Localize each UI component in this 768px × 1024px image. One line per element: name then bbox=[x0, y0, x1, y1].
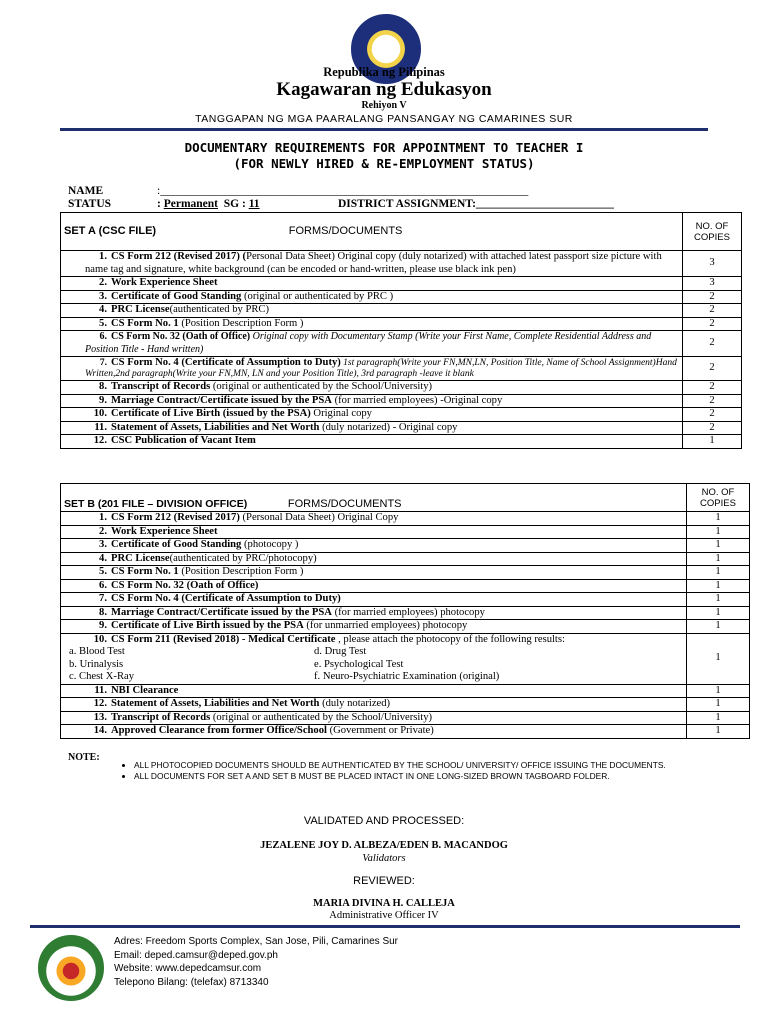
copies-count: 3 bbox=[683, 277, 742, 291]
notes-list bbox=[120, 760, 709, 781]
table-row: 12. CSC Publication of Vacant Item 1 bbox=[61, 435, 742, 449]
copies-header: NO. OF COPIES bbox=[683, 213, 742, 251]
table-row: 4. PRC License(authenticated by PRC) 2 bbox=[61, 304, 742, 318]
set-b-title: SET B (201 FILE – DIVISION OFFICE) bbox=[64, 497, 248, 510]
table-row: 8. Transcript of Records (original or authenticated by the School/University) 2 bbox=[61, 381, 742, 395]
table-row: 13. Transcript of Records (original or authenticated by the School/University) 1 bbox=[61, 711, 750, 725]
table-row: 7. CS Form No. 4 (Certificate of Assumption to Duty) 1st paragraph(Write your FN,MN,LN, Position Title, Name of School Assignment)Hand Written,2nd paragraph(Write your FN,MN, LN and your Position Title), 3rd paragraph -leave it blank 2 bbox=[61, 357, 742, 381]
doc-title-line1: DOCUMENTARY REQUIREMENTS FOR APPOINTMENT TO TEACHER I bbox=[184, 140, 584, 155]
reviewer-name: MARIA DIVINA H. CALLEJA bbox=[313, 898, 455, 909]
copies-count: 2 bbox=[683, 317, 742, 331]
copies-count: 2 bbox=[683, 408, 742, 422]
medical-results-list bbox=[69, 646, 683, 684]
set-b-header bbox=[61, 484, 687, 512]
copies-count: 1 bbox=[687, 593, 750, 607]
table-row: 3. Certificate of Good Standing (photocopy ) 1 bbox=[61, 539, 750, 553]
table-row: 10. Certificate of Live Birth (issued by the PSA) Original copy 2 bbox=[61, 408, 742, 422]
copies-count: 2 bbox=[683, 290, 742, 304]
footer-contact bbox=[114, 935, 398, 989]
list-item: e. Psychological Test bbox=[314, 658, 404, 670]
list-item: f. Neuro-Psychiatric Examination (original) bbox=[314, 671, 500, 682]
table-row: 1. CS Form 212 (Revised 2017) (Personal Data Sheet) Original copy (duly notarized) with attached latest passport size picture with name tag and signature, white background (can be encoded or hand-written, please use black ink pen) 3 bbox=[61, 251, 742, 277]
copies-count: 1 bbox=[687, 525, 750, 539]
copies-count: 2 bbox=[683, 394, 742, 408]
copies-count: 2 bbox=[683, 421, 742, 435]
footer-divider bbox=[30, 925, 740, 928]
table-row: 7. CS Form No. 4 (Certificate of Assumption to Duty) 1 bbox=[61, 593, 750, 607]
validated-label: VALIDATED AND PROCESSED: bbox=[303, 815, 465, 827]
status-label: STATUS bbox=[68, 198, 112, 210]
table-row: 9. Certificate of Live Birth issued by the PSA (for unmarried employees) photocopy 1 bbox=[61, 620, 750, 634]
region-label: Rehiyon V bbox=[361, 100, 407, 111]
status-value: Permanent bbox=[163, 198, 219, 210]
copies-count: 2 bbox=[683, 304, 742, 318]
table-row: 6. CS Form No. 32 (Oath of Office) Original copy with Documentary Stamp (Write your First Name, Complete Residential Address and Position Title - Hand written) 2 bbox=[61, 331, 742, 357]
copies-count: 3 bbox=[683, 251, 742, 277]
footer-website: Website: www.depedcamsur.com bbox=[114, 963, 262, 974]
department-name: Kagawaran ng Edukasyon bbox=[276, 79, 492, 100]
copies-count: 1 bbox=[683, 435, 742, 449]
copies-count: 1 bbox=[687, 606, 750, 620]
set-a-header bbox=[61, 213, 683, 251]
sg-value: 11 bbox=[248, 198, 260, 210]
table-row: 6. CS Form No. 32 (Oath of Office) 1 bbox=[61, 579, 750, 593]
list-item: • ALL DOCUMENTS FOR SET A AND SET B MUST BE PLACED INTACT IN ONE LONG-SIZED BROWN TAGBOARD FOLDER. bbox=[134, 771, 709, 781]
status-field bbox=[157, 198, 260, 210]
table-row: 5. CS Form No. 1 (Position Description Form ) 2 bbox=[61, 317, 742, 331]
division-seal-icon bbox=[38, 935, 104, 1001]
set-b-subtitle: FORMS/DOCUMENTS bbox=[287, 497, 402, 510]
copies-count: 1 bbox=[687, 579, 750, 593]
doc-title-line2: (FOR NEWLY HIRED & RE-EMPLOYMENT STATUS) bbox=[233, 156, 535, 171]
table-row: 14. Approved Clearance from former Office/School (Government or Private) 1 bbox=[61, 725, 750, 739]
table-row: 2. Work Experience Sheet 1 bbox=[61, 525, 750, 539]
copies-count: 1 bbox=[687, 620, 750, 634]
copies-count: 2 bbox=[683, 331, 742, 357]
set-a-title: SET A (CSC FILE) bbox=[64, 224, 157, 237]
copies-count: 1 bbox=[687, 698, 750, 712]
table-row: 8. Marriage Contract/Certificate issued by the PSA (for married employees) photocopy 1 bbox=[61, 606, 750, 620]
validators-title: Validators bbox=[362, 853, 406, 864]
list-item: a. Blood Test bbox=[69, 646, 125, 657]
list-item: • ALL PHOTOCOPIED DOCUMENTS SHOULD BE AUTHENTICATED BY THE SCHOOL/ UNIVERSITY/ OFFICE ISSUING THE DOCUMENTS. bbox=[134, 760, 709, 770]
copies-count: 2 bbox=[683, 357, 742, 381]
copies-count: 1 bbox=[687, 566, 750, 580]
header-divider bbox=[60, 128, 708, 131]
list-item: c. Chest X-Ray bbox=[69, 671, 135, 682]
footer-phone: Telepono Bilang: (telefax) 8713340 bbox=[114, 976, 269, 988]
copies-count: 1 bbox=[687, 539, 750, 553]
footer-address: Adres: Freedom Sports Complex, San Jose, Pili, Camarines Sur bbox=[114, 936, 398, 947]
district-assignment-field[interactable]: DISTRICT ASSIGNMENT:________________________ bbox=[338, 198, 614, 210]
table-row: 9. Marriage Contract/Certificate issued by the PSA (for married employees) -Original copy 2 bbox=[61, 394, 742, 408]
reviewer-title: Administrative Officer IV bbox=[329, 910, 439, 921]
copies-count: 1 bbox=[687, 711, 750, 725]
table-row: 10. CS Form 211 (Revised 2018) - Medical Certificate , please attach the photocopy of the following results: a. Blood Test d. Drug Test b. Urinalysis e. Psychological Test c. Chest X-Ray f. Neuro-Psychiatric Examination (original) 1 bbox=[61, 633, 750, 684]
table-row: 3. Certificate of Good Standing (original or authenticated by PRC ) 2 bbox=[61, 290, 742, 304]
table-row: 11. NBI Clearance 1 bbox=[61, 684, 750, 698]
republic-label: Republika ng Pilipinas bbox=[323, 65, 445, 79]
copies-count: 1 bbox=[687, 512, 750, 526]
copies-count: 1 bbox=[687, 725, 750, 739]
copies-header: NO. OF COPIES bbox=[687, 484, 750, 512]
table-row: 11. Statement of Assets, Liabilities and Net Worth (duly notarized) - Original copy 2 bbox=[61, 421, 742, 435]
name-label: NAME bbox=[68, 185, 104, 197]
copies-count: 1 bbox=[687, 684, 750, 698]
table-row: 4. PRC License(authenticated by PRC/photocopy) 1 bbox=[61, 552, 750, 566]
set-a-subtitle: FORMS/DOCUMENTS bbox=[288, 224, 403, 237]
footer-email: Email: deped.camsur@deped.gov.ph bbox=[114, 949, 278, 961]
reviewed-label: REVIEWED: bbox=[353, 875, 415, 887]
sg-label: SG : bbox=[223, 198, 246, 210]
table-row: 1. CS Form 212 (Revised 2017) (Personal Data Sheet) Original Copy 1 bbox=[61, 512, 750, 526]
list-item: b. Urinalysis bbox=[69, 658, 124, 670]
office-name: TANGGAPAN NG MGA PAARALANG PANSANGAY NG CAMARINES SUR bbox=[195, 113, 573, 125]
set-b-table bbox=[60, 483, 750, 739]
copies-count: 1 bbox=[687, 633, 750, 684]
status-colon: : bbox=[157, 198, 161, 210]
copies-count: 1 bbox=[687, 552, 750, 566]
name-field[interactable]: :________________________________________________________________ bbox=[157, 185, 529, 197]
table-row: 12. Statement of Assets, Liabilities and Net Worth (duly notarized) 1 bbox=[61, 698, 750, 712]
validators-names: JEZALENE JOY D. ALBEZA/EDEN B. MACANDOG bbox=[260, 840, 508, 851]
set-a-table bbox=[60, 212, 742, 449]
table-row: 2. Work Experience Sheet 3 bbox=[61, 277, 742, 291]
note-label: NOTE: bbox=[68, 752, 100, 763]
copies-count: 2 bbox=[683, 381, 742, 395]
table-row: 5. CS Form No. 1 (Position Description Form ) 1 bbox=[61, 566, 750, 580]
list-item: d. Drug Test bbox=[314, 646, 367, 657]
